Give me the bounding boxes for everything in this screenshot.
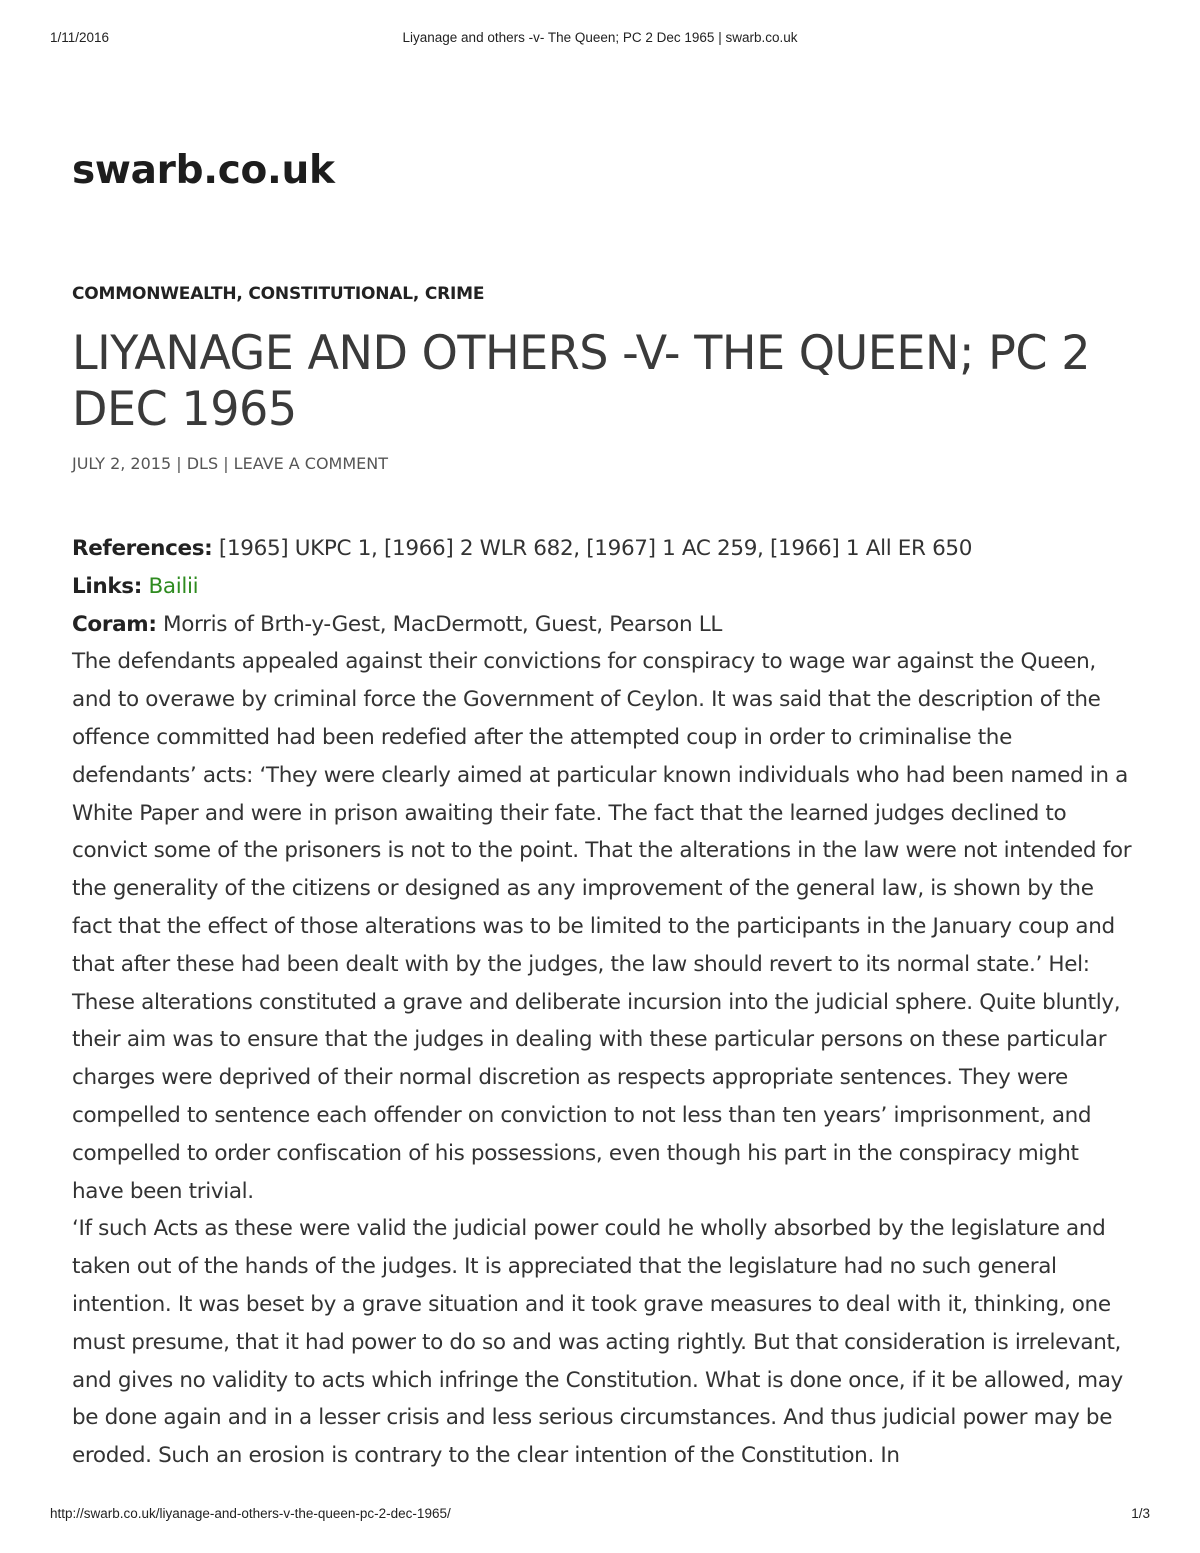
print-url: http://swarb.co.uk/liyanage-and-others-v-the-queen-pc-2-dec-1965/ <box>50 1506 451 1521</box>
category-separator: , <box>236 284 249 304</box>
coram-value: Morris of Brth-y-Gest, MacDermott, Guest, Pearson LL <box>156 611 722 637</box>
leave-comment-link[interactable]: LEAVE A COMMENT <box>233 454 389 473</box>
article-title: LIYANAGE AND OTHERS -V- THE QUEEN; PC 2 DEC 1965 <box>72 326 1091 437</box>
category-link-crime[interactable]: CRIME <box>424 284 485 304</box>
meta-separator: | <box>218 454 234 473</box>
author-link[interactable]: DLS <box>186 454 219 473</box>
page-number: 1/3 <box>1131 1506 1150 1521</box>
references-label: References: <box>72 536 213 561</box>
links-line <box>72 568 1134 606</box>
body-paragraph: ‘If such Acts as these were valid the judicial power could he wholly absorbed by the legislature and taken out of the hands of the judges. It is appreciated that the legislature had no such general intention. It was beset by a grave situation and it took grave measures to deal with it, thinking, one must presume, that it had power to do so and was acting rightly. But that consideration is irrelevant, and gives no validity to acts which infringe the Constitution. What is done once, if it be allowed, may be done again and in a lesser crisis and less serious circumstances. And thus judicial power may be eroded. Such an erosion is contrary to the clear intention of the Constitution. In <box>72 1216 1123 1469</box>
links-label: Links: <box>72 573 142 599</box>
category-link-commonwealth[interactable]: COMMONWEALTH <box>72 284 237 304</box>
site-title-link[interactable]: swarb.co.uk <box>72 148 335 193</box>
references-line <box>72 530 1134 568</box>
bailii-link[interactable]: Bailii <box>148 573 199 599</box>
print-header <box>50 30 1150 50</box>
coram-line <box>72 606 1134 644</box>
category-separator: , <box>412 284 420 304</box>
coram-label: Coram: <box>72 611 157 637</box>
article-meta <box>72 454 388 473</box>
category-list <box>72 284 484 304</box>
post-date-link[interactable]: JULY 2, 2015 <box>72 454 172 473</box>
body-paragraph: The defendants appealed against their convictions for conspiracy to wage war against the Queen, and to overawe by criminal force the Government of Ceylon. It was said that the description of the offence committed had been redefied after the attempted coup in order to criminalise the defendants’ acts: ‘They were clearly aimed at particular known individuals who had been named in a White Paper and were in prison awaiting their fate. The fact that the learned judges declined to convict some of the prisoners is not to the point. That the alterations in the law were not intended for the generality of the citizens or designed as any improvement of the general law, is shown by the fact that the effect of those alterations was to be limited to the participants in the January coup and that after these had been dealt with by the judges, the law should revert to its normal state.’ Hel: These alterations constituted a grave and deliberate incursion into the judicial sphere. Quite bluntly, their aim was to ensure that the judges in dealing with these particular persons on these particular charges were deprived of their normal discretion as respects appropriate sentences. They were compelled to sentence each offender on conviction to not less than ten years’ imprisonment, and compelled to order confiscation of his possessions, even though his part in the conspiracy might have been trivial. <box>72 649 1132 1204</box>
article-content <box>72 530 1134 1475</box>
category-link-constitutional[interactable]: CONSTITUTIONAL <box>248 284 413 304</box>
print-footer <box>50 1506 1150 1526</box>
references-value: [1965] UKPC 1, [1966] 2 WLR 682, [1967] 1 AC 259, [1966] 1 All ER 650 <box>212 536 973 561</box>
print-date: 1/11/2016 <box>50 30 110 45</box>
print-document-title: Liyanage and others -v- The Queen; PC 2 Dec 1965 | swarb.co.uk <box>402 30 798 45</box>
meta-separator: | <box>171 454 187 473</box>
